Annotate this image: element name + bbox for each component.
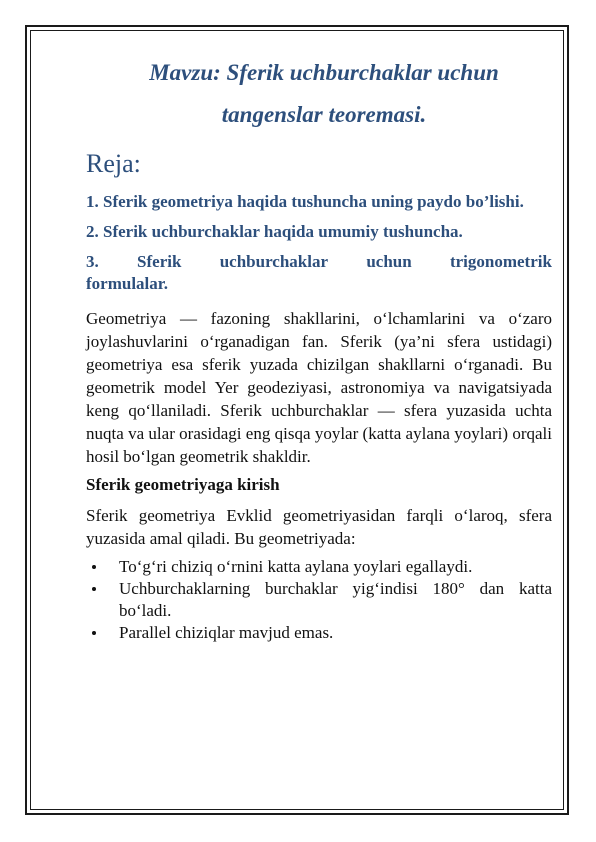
intro-paragraph: Geometriya — fazoning shakllarini, o‘lchamlarini va o‘zaro joylashuvlarini o‘rganadigan fan. Sferik (ya’ni sfera ustidagi) geometriya esa sferik yuzada chizilgan shakllarni o‘rganadi. Bu geometrik model Yer geodeziyasi, astronomiya va navigatsiyada keng qo‘llaniladi. Sferik uchburchaklar — sfera yuzasida uchta nuqta va ular orasidagi eng qisqa yoylar (katta aylana yoylari) orqali hosil bo‘lgan geometrik shakldir. [86,309,552,466]
title-line-1: Mavzu: Sferik uchburchaklar uchun [149,60,499,85]
bullet-list [86,556,552,644]
list-item [86,622,552,644]
plan-item-3 [86,251,552,273]
document-title [86,61,552,127]
list-item [86,556,552,578]
plan-item-1: 1. Sferik geometriya haqida tushuncha uning paydo bo’lishi. [86,192,524,211]
section-heading: Sferik geometriyaga kirish [86,475,280,494]
list-item [86,578,552,622]
list-item-text: Parallel chiziqlar mavjud emas. [119,623,334,642]
bullet-icon [92,631,96,635]
plan-item-3-word: trigonometrik [449,252,552,271]
plan-item-3-word: uchun [366,252,412,271]
title-line-2: tangenslar teoremasi. [221,102,427,127]
bullet-icon [92,587,96,591]
bullet-icon [92,565,96,569]
plan-item-3-word: 3. [86,252,99,271]
plan-item-2: 2. Sferik uchburchaklar haqida umumiy tushuncha. [86,222,463,241]
section-paragraph: Sferik geometriya Evklid geometriyasidan farqli o‘laroq, sfera yuzasida amal qiladi. Bu geometriyada: [86,506,552,548]
list-item-text: To‘g‘ri chiziq o‘rnini katta aylana yoylari egallaydi. [119,557,473,576]
plan-item-3-word: Sferik [137,252,182,271]
plan-heading: Reja: [86,149,141,178]
plan-item-3-word: uchburchaklar [219,252,329,271]
document-content [86,55,552,644]
list-item-text: Uchburchaklarning burchaklar yig‘indisi 180° dan katta bo‘ladi. [119,579,552,620]
plan-item-3-tail: formulalar. [86,274,169,293]
